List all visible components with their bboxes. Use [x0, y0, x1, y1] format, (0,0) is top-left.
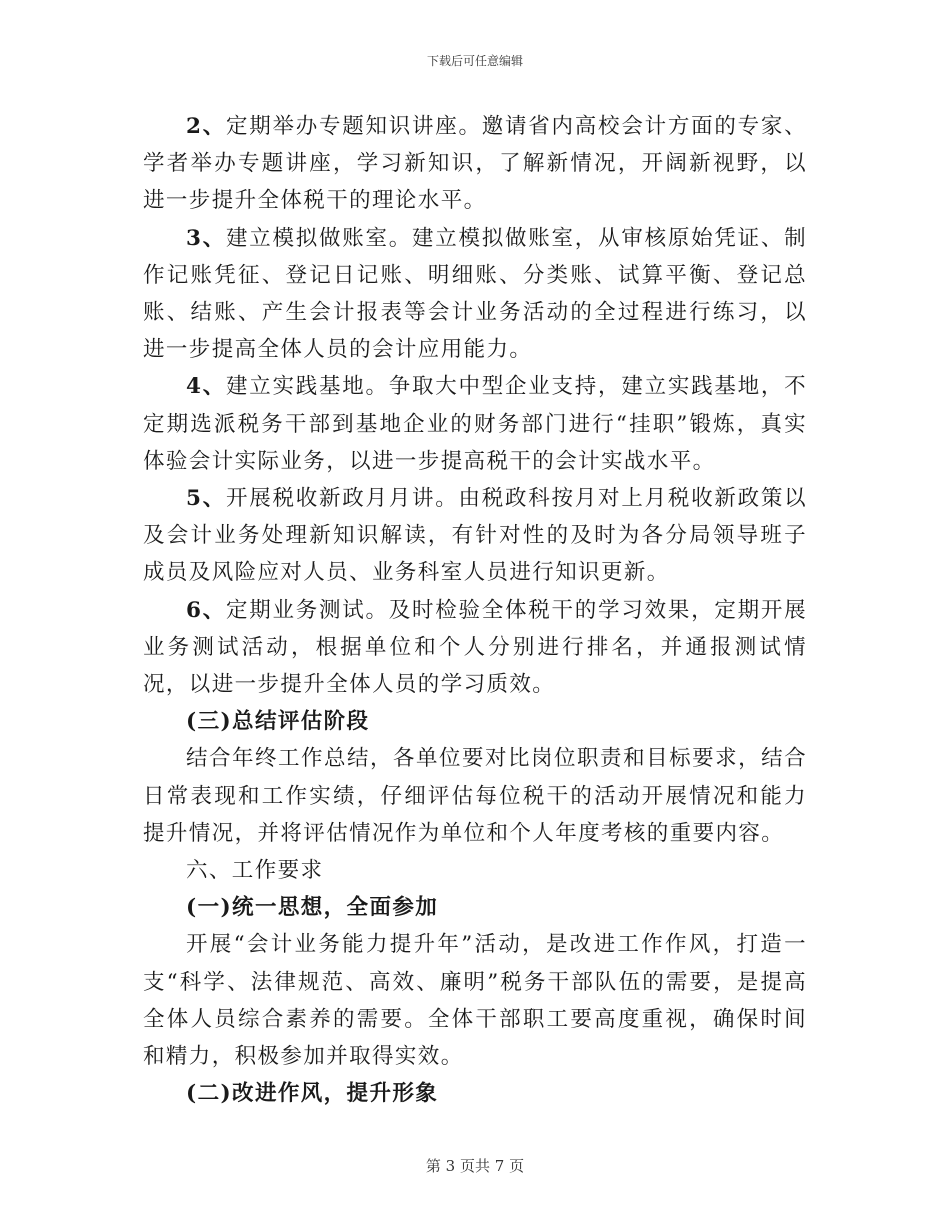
item-number: 4、 [186, 374, 226, 400]
paragraph-text: 建立实践基地。争取大中型企业支持，建立实践基地，不定期选派税务干部到基地企业的财务部门进行“挂职”锻炼，真实体验会计实际业务，以进一步提高税干的会计实战水平。 [143, 374, 807, 474]
paragraph-item-4 [143, 368, 807, 480]
paragraph-item-6 [143, 592, 807, 704]
page-footer: 第 3 页共 7 页 [425, 1157, 525, 1175]
section-heading-unify: (一)统一思想，全面参加 [186, 895, 439, 921]
document-body [143, 108, 807, 1112]
paragraph-text: 开展税收新政月月讲。由税政科按月对上月税收新政策以及会计业务处理新知识解读，有针对性的及时为各分局领导班子成员及风险应对人员、业务科室人员进行知识更新。 [143, 486, 807, 586]
item-number: 2、 [186, 114, 226, 139]
section-heading-style: (二)改进作风，提升形象 [186, 1081, 439, 1107]
item-number: 6、 [186, 597, 226, 623]
paragraph-text: 定期举办专题知识讲座。邀请省内高校会计方面的专家、学者举办专题讲座，学习新知识，了解新情况，开阔新视野，以进一步提升全体税干的理论水平。 [143, 114, 807, 214]
item-number: 3、 [186, 225, 226, 251]
paragraph-unify: 开展“会计业务能力提升年”活动，是改进工作作风，打造一支“科学、法律规范、高效、廉明”税务干部队伍的需要，是提高全体人员综合素养的需要。全体干部职工要高度重视，确保时间和精力，积极参加并取得实效。 [143, 932, 807, 1070]
section-title-requirements: 六、工作要求 [186, 858, 324, 884]
paragraph-text: 定期业务测试。及时检验全体税干的学习效果，定期开展业务测试活动，根据单位和个人分别进行排名，并通报测试情况，以进一步提升全体人员的学习质效。 [143, 597, 807, 698]
paragraph-item-3 [143, 220, 807, 369]
paragraph-text: 建立模拟做账室。建立模拟做账室，从审核原始凭证、制作记账凭征、登记日记账、明细账、分类账、试算平衡、登记总账、结账、产生会计报表等会计业务活动的全过程进行练习，以进一步提高全体人员的会计应用能力。 [143, 225, 807, 363]
paragraph-item-2 [143, 108, 807, 220]
page-header: 下载后可任意编辑 [426, 54, 523, 68]
section-heading-summary: (三)总结评估阶段 [186, 709, 370, 735]
item-number: 5、 [186, 486, 226, 512]
paragraph-summary: 结合年终工作总结，各单位要对比岗位职责和目标要求，结合日常表现和工作实绩，仔细评估每位税干的活动开展情况和能力提升情况，并将评估情况作为单位和个人年度考核的重要内容。 [143, 746, 807, 846]
paragraph-item-5 [143, 480, 807, 592]
